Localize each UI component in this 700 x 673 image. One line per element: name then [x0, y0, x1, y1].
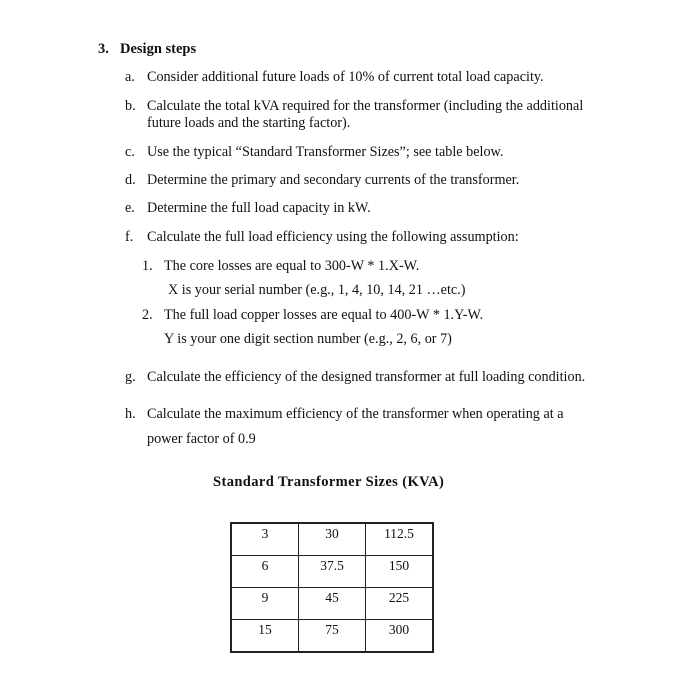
cell-text: 150 — [388, 558, 410, 573]
step-g-text: Calculate the efficiency of the designed transformer at full loading condition. — [147, 369, 586, 385]
cell-text: 6 — [261, 558, 269, 573]
table-cell — [366, 523, 434, 556]
cell-text: 9 — [261, 590, 269, 605]
table-cell — [299, 620, 366, 653]
step-e-text: Determine the full load capacity in kW. — [147, 200, 371, 216]
cell-text: 112.5 — [384, 526, 414, 541]
cell-text: 37.5 — [320, 558, 344, 573]
cell-text: 30 — [325, 526, 339, 541]
step-c-label: c. — [125, 144, 135, 160]
table-cell — [231, 588, 299, 620]
step-b-label: b. — [125, 98, 136, 114]
assumption-2-note: Y is your one digit section number (e.g., 2, 6, or 7) — [164, 331, 452, 347]
step-g-label: g. — [125, 369, 136, 385]
table-cell — [366, 588, 434, 620]
assumption-2-label: 2. — [142, 307, 153, 323]
cell-text: 45 — [325, 590, 339, 605]
step-b-text-line1: Calculate the total kVA required for the transformer (including the additional — [147, 98, 584, 114]
step-f-text: Calculate the full load efficiency using the following assumption: — [147, 229, 519, 245]
step-h-label: h. — [125, 406, 136, 422]
cell-text: 225 — [388, 590, 410, 605]
step-c-text: Use the typical “Standard Transformer Sizes”; see table below. — [147, 144, 504, 160]
table-row — [231, 620, 433, 653]
cell-text: 75 — [325, 622, 339, 637]
step-d-label: d. — [125, 172, 136, 188]
table-title: Standard Transformer Sizes (KVA) — [213, 474, 445, 490]
assumption-1-note: X is your serial number (e.g., 1, 4, 10, 14, 21 …etc.) — [168, 282, 466, 298]
cell-text: 15 — [258, 622, 272, 637]
step-h-text-line1: Calculate the maximum efficiency of the transformer when operating at a — [147, 406, 564, 422]
step-d-text: Determine the primary and secondary currents of the transformer. — [147, 172, 520, 188]
cell-text: 300 — [388, 622, 410, 637]
table-cell — [231, 556, 299, 588]
transformer-sizes-table — [230, 522, 434, 653]
assumption-1-text: The core losses are equal to 300-W * 1.X-W. — [164, 258, 420, 274]
section-number: 3. — [98, 41, 109, 57]
table-row — [231, 556, 433, 588]
table-cell — [299, 523, 366, 556]
assumption-1-label: 1. — [142, 258, 153, 274]
table-cell — [231, 523, 299, 556]
table-cell — [299, 588, 366, 620]
section-title: Design steps — [120, 41, 197, 57]
table-row — [231, 588, 433, 620]
cell-text: 3 — [261, 526, 269, 541]
table-row — [231, 523, 433, 556]
step-f-label: f. — [125, 229, 134, 245]
step-e-label: e. — [125, 200, 135, 216]
table-cell — [231, 620, 299, 653]
step-a-label: a. — [125, 69, 135, 85]
table-cell — [366, 556, 434, 588]
table-cell — [299, 556, 366, 588]
assumption-2-text: The full load copper losses are equal to 400-W * 1.Y-W. — [164, 307, 484, 323]
step-a-text: Consider additional future loads of 10% of current total load capacity. — [147, 69, 544, 85]
step-h-text-line2: power factor of 0.9 — [147, 431, 256, 447]
step-b-text-line2: future loads and the starting factor). — [147, 115, 351, 131]
table-cell — [366, 620, 434, 653]
